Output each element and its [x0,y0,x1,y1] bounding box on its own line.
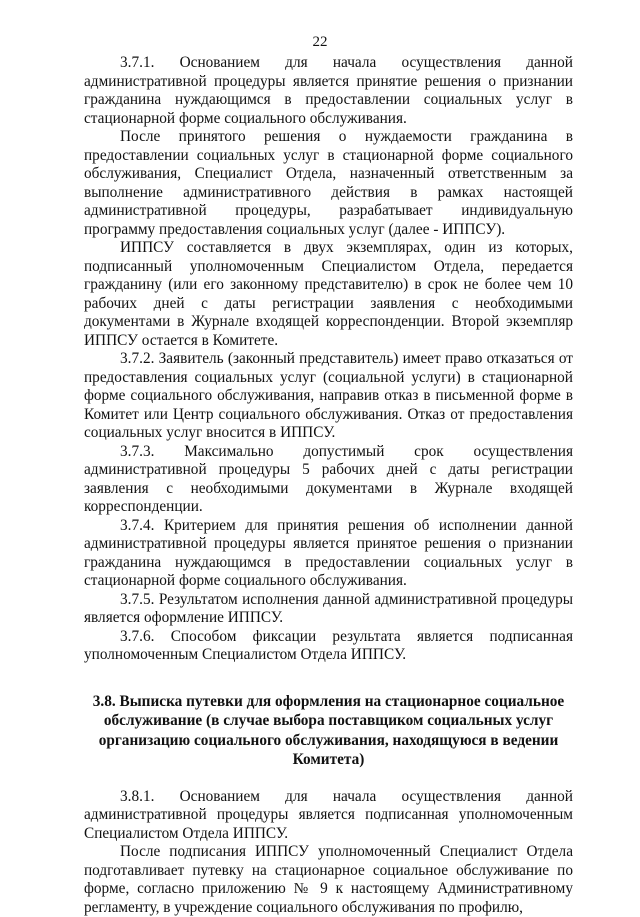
paragraph-voucher-preparation: После подписания ИППСУ уполномоченный Специалист Отдела подготавливает путевку на стационарное социальное обслуживание по форме, согласно приложению № 9 к настоящему Административному регламенту, в учреждение социального обслуживания по профилю, [84,843,573,916]
document-body [84,54,573,917]
paragraph-3-7-4: 3.7.4. Критерием для принятия решения об исполнении данной административной процедуры является принятое решения о признании гражданина нуждающимся в предоставлении социальных услуг в стационарной форме социального обслуживания. [84,516,573,589]
section-heading-3-8: 3.8. Выписка путевки для оформления на стационарное социальное обслуживание (в случае выбора поставщиком социальных услуг организацию социального обслуживания, находящуюся в ведении Комитета) [92,692,565,768]
page-number: 22 [312,34,328,50]
paragraph-ippsu-copies: ИППСУ составляется в двух экземплярах, один из которых, подписанный уполномоченным Специалистом Отдела, передается гражданину (или его законному представителю) в срок не более чем 10 рабочих дней с даты регистрации заявления с необходимыми документами в Журнале входящей корреспонденции. Второй экземпляр ИППСУ остается в Комитете. [84,239,573,349]
paragraph-3-7-1: 3.7.1. Основанием для начала осуществления данной административной процедуры является принятие решения о признании гражданина нуждающимся в предоставлении социальных услуг в стационарной форме социального обслуживания. [84,54,573,127]
paragraph-3-7-2: 3.7.2. Заявитель (законный представитель) имеет право отказаться от предоставления социальных услуг (социальной услуги) в стационарной форме социального обслуживания, направив отказ в письменной форме в Комитет или Центр социального обслуживания. Отказ от предоставления социальных услуг вносится в ИППСУ. [84,350,573,441]
paragraph-ippsu-development: После принятого решения о нуждаемости гражданина в предоставлении социальных услуг в стационарной форме социального обслуживания, Специалист Отдела, назначенный ответственным за выполнение административного действия в рамках настоящей административной процедуры, разрабатывает индивидуальную программу предоставления социальных услуг (далее - ИППСУ). [84,128,573,238]
heading-spacer [84,770,573,788]
paragraph-3-7-3: 3.7.3. Максимально допустимый срок осуществления административной процедуры 5 рабочих дней с даты регистрации заявления с необходимыми документами в Журнале входящей корреспонденции. [84,442,573,515]
section-spacer [84,665,573,692]
paragraph-3-8-1: 3.8.1. Основанием для начала осуществления данной административной процедуры является подписанная уполномоченным Специалистом Отдела ИППСУ. [84,787,573,842]
paragraph-3-7-5: 3.7.5. Результатом исполнения данной административной процедуры является оформление ИППСУ. [84,590,573,626]
paragraph-3-7-6: 3.7.6. Способом фиксации результата является подписанная уполномоченным Специалистом Отдела ИППСУ. [84,627,573,663]
